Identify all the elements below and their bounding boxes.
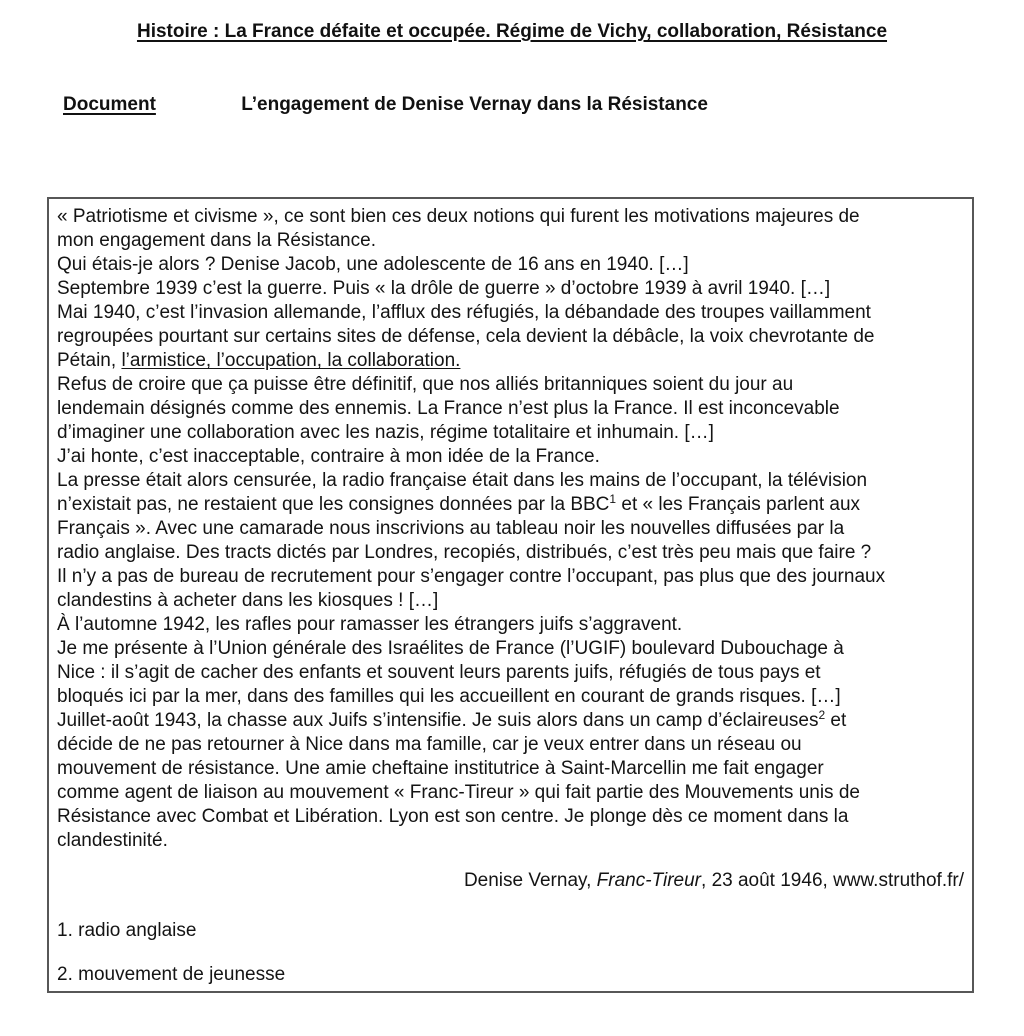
text-line: Juillet-août 1943, la chasse aux Juifs s’intensifie. Je suis alors dans un camp d’éclaireuses$^2$ et bbox=[57, 708, 847, 731]
footnotes bbox=[57, 919, 964, 987]
document-header-row bbox=[63, 93, 1024, 117]
document-text bbox=[57, 205, 964, 853]
text-line: La presse était alors censurée, la radio française était dans les mains de l’occupant, la télévision bbox=[57, 470, 868, 491]
text-line: d’imaginer une collaboration avec les nazis, régime totalitaire et inhumain. […] bbox=[57, 422, 714, 443]
page-title-text: Histoire : La France défaite et occupée. Régime de Vichy, collaboration, Résistance bbox=[136, 21, 888, 42]
text-line: Refus de croire que ça puisse être définitif, que nos alliés britanniques soient du jour au bbox=[57, 374, 794, 395]
text-line: Il n’y a pas de bureau de recrutement pour s’engager contre l’occupant, pas plus que des journaux bbox=[57, 566, 886, 587]
text-line: mouvement de résistance. Une amie cheftaine institutrice à Saint-Marcellin me fait engager bbox=[57, 758, 824, 779]
page-title bbox=[0, 20, 1024, 44]
document-box bbox=[47, 197, 974, 993]
text-line: Je me présente à l’Union générale des Israélites de France (l’UGIF) boulevard Dubouchage à bbox=[57, 638, 844, 659]
text-line: regroupées pourtant sur certains sites de défense, cela devient la débâcle, la voix chevrotante de bbox=[57, 326, 875, 347]
text-line: radio anglaise. Des tracts dictés par Londres, recopiés, distribués, c’est très peu mais que faire ? bbox=[57, 542, 872, 563]
document-label: Document bbox=[63, 94, 156, 115]
text-line: n’existait pas, ne restaient que les consignes données par la BBC$^1$ et « les Français parlent aux bbox=[57, 492, 861, 515]
text-line: décide de ne pas retourner à Nice dans ma famille, car je veux entrer dans un réseau ou bbox=[57, 734, 802, 755]
text-line: clandestins à acheter dans les kiosques ! […] bbox=[57, 590, 439, 611]
footnote-line: 1. radio anglaise bbox=[57, 920, 197, 941]
text-line: clandestinité. bbox=[57, 830, 168, 851]
text-line: Qui étais-je alors ? Denise Jacob, une adolescente de 16 ans en 1940. […] bbox=[57, 254, 689, 275]
text-line: Septembre 1939 c’est la guerre. Puis « la drôle de guerre » d’octobre 1939 à avril 1940. […] bbox=[57, 278, 831, 299]
text-line: mon engagement dans la Résistance. bbox=[57, 230, 376, 251]
attribution-line: Denise Vernay, Franc-Tireur, 23 août 1946, www.struthof.fr/ bbox=[463, 870, 964, 891]
text-line: À l’automne 1942, les rafles pour ramasser les étrangers juifs s’aggravent. bbox=[57, 614, 683, 635]
text-line: Français ». Avec une camarade nous inscrivions au tableau noir les nouvelles diffusées par la bbox=[57, 518, 845, 539]
text-line: Pétain, l’armistice, l’occupation, la collaboration. bbox=[57, 350, 461, 371]
footnote-line: 2. mouvement de jeunesse bbox=[57, 964, 286, 985]
text-line: J’ai honte, c’est inacceptable, contraire à mon idée de la France. bbox=[57, 446, 600, 467]
document-title: L’engagement de Denise Vernay dans la Résistance bbox=[241, 94, 708, 115]
text-line: bloqués ici par la mer, dans des familles qui les accueillent en courant de grands risques. […] bbox=[57, 686, 841, 707]
text-line: Nice : il s’agit de cacher des enfants et souvent leurs parents juifs, réfugiés de tous pays et bbox=[57, 662, 821, 683]
text-line: « Patriotisme et civisme », ce sont bien ces deux notions qui furent les motivations majeures de bbox=[57, 206, 860, 227]
text-line: Résistance avec Combat et Libération. Lyon est son centre. Je plonge dès ce moment dans la bbox=[57, 806, 849, 827]
text-line: Mai 1940, c’est l’invasion allemande, l’afflux des réfugiés, la débandade des troupes vaillamment bbox=[57, 302, 871, 323]
text-line: lendemain désignés comme des ennemis. La France n’est plus la France. Il est inconcevable bbox=[57, 398, 840, 419]
text-line: comme agent de liaison au mouvement « Franc-Tireur » qui fait partie des Mouvements unis de bbox=[57, 782, 860, 803]
